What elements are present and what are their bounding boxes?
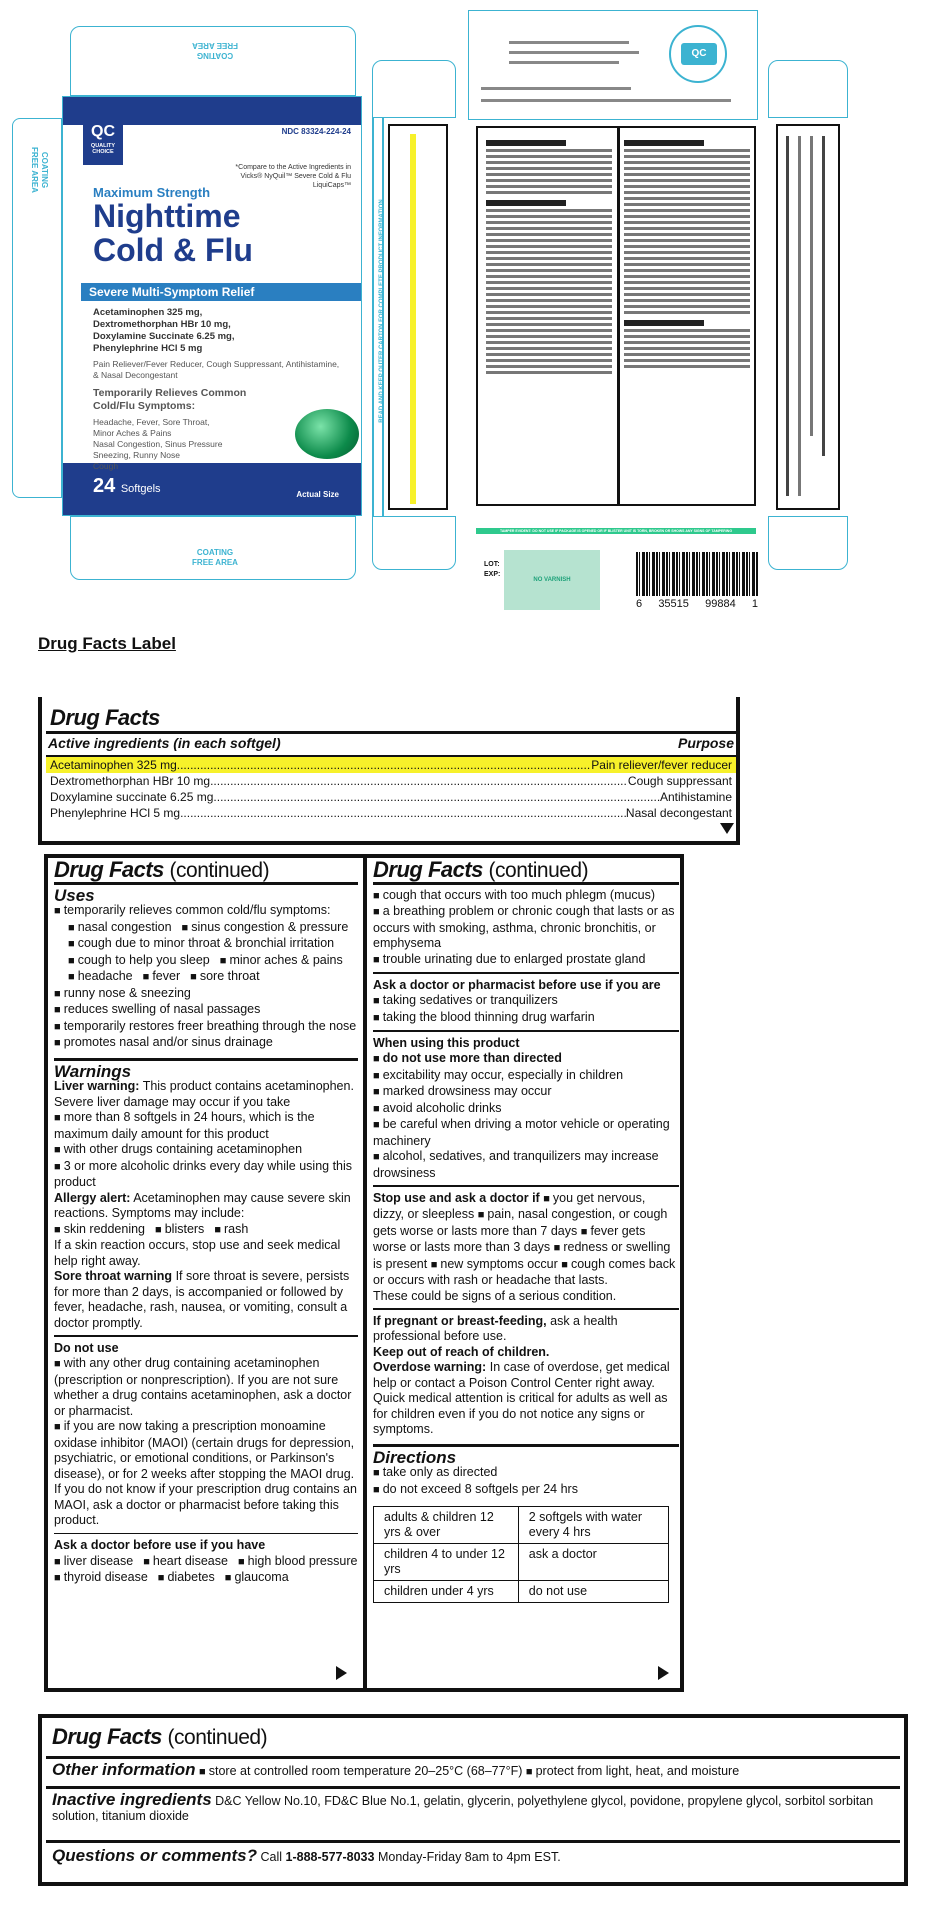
back-col-left xyxy=(482,134,616,496)
drug-facts-continued-panel xyxy=(44,854,684,1692)
side-panel xyxy=(372,118,452,516)
df-continued-heading-left: Drug Facts (continued) xyxy=(54,857,270,882)
continue-arrow-icon xyxy=(720,823,734,834)
coating-free-area-left: COATING FREE AREA xyxy=(30,147,49,193)
qc-logo: QC QUALITY CHOICE xyxy=(83,119,123,165)
table-row: adults & children 12 yrs & over 2 softgels with water every 4 hrs xyxy=(374,1507,669,1544)
side-bottom-flap xyxy=(372,516,456,570)
drug-facts-active-panel xyxy=(38,697,740,845)
tamper-evident-strip: TAMPER EVIDENT: DO NOT USE IF PACKAGE IS OPENED OR IF BLISTER UNIT IS TORN, BROKEN OR SHOWS ANY SIGNS OF TAMPERING xyxy=(476,528,756,534)
active-row: Doxylamine succinate 6.25 mg ..... Antihistamine xyxy=(46,789,736,805)
drug-facts-label-title: Drug Facts Label xyxy=(38,634,176,653)
right-top-flap xyxy=(768,60,848,118)
front-category: Pain Reliever/Fever Reducer, Cough Suppressant, Antihistamine, & Nasal Decongestant xyxy=(93,359,340,380)
drug-facts-heading: Drug Facts xyxy=(50,705,160,730)
active-row: Acetaminophen 325 mg ..... Pain reliever/fever reducer xyxy=(46,757,736,773)
active-ingredient-rows xyxy=(46,757,736,821)
ndc-number: NDC 83324-224-24 xyxy=(281,127,351,136)
right-side-drug-facts xyxy=(776,124,840,510)
barcode xyxy=(636,552,758,610)
side-mini-drug-facts xyxy=(388,124,448,510)
fine-print-line xyxy=(509,41,629,44)
guarantee-seal-icon: QC xyxy=(669,25,727,83)
barcode-number: 6 35515 99884 1 xyxy=(636,598,758,610)
side-highlight xyxy=(410,134,416,504)
right-side-panel xyxy=(768,118,848,516)
warnings-heading: Warnings xyxy=(54,1061,132,1081)
right-bottom-flap xyxy=(768,516,848,570)
inactive-ingredients: Inactive ingredients D&C Yellow No.10, FD&C Blue No.1, gelatin, glycerin, polyethylene glycol, povidone, propylene glycol, sorbitol sorbitan solution, titanium dioxide xyxy=(52,1790,874,1823)
fine-print-line xyxy=(481,99,731,102)
strength-label: Maximum Strength xyxy=(93,185,211,200)
uses-heading: Uses xyxy=(54,885,95,905)
table-row: children 4 to under 12 yrs ask a doctor xyxy=(374,1544,669,1581)
table-row: children under 4 yrs do not use xyxy=(374,1581,669,1603)
back-col-right xyxy=(620,134,754,496)
questions-comments: Questions or comments? Call 1-888-577-8033 Monday-Friday 8am to 4pm EST. xyxy=(52,1846,561,1865)
softgel-count: 24 Softgels xyxy=(93,475,161,497)
coating-free-area-bottom: COATING FREE AREA xyxy=(192,548,238,567)
front-panel xyxy=(62,96,362,516)
directions-heading: Directions xyxy=(373,1447,457,1467)
right-column: Drug Facts (continued) ■ cough that occurs with too much phlegm (mucus) ■ a breathing problem or chronic cough that lasts or as occurs with smoking, asthma, chronic bronchitis, or emphysema ■ trouble urinating due to enlarged prostate gland Ask a doctor or pharmacist before use if you are ■ taking sedatives or tranquilizers ■ taking the blood thinning drug warfarin When using this product ■ do not use more than directed ■ excitability may occur, especially in children ■ marked drowsiness may occur ■ avoid alcoholic drinks ■ be careful when driving a motor vehicle or operating machinery ■ alcohol, sedatives, and tranquilizers may increase drowsiness Stop use and ask a doctor if ■ you get nervous, dizzy, or sleepless ■ pain, nasal congestion, or cough gets worse or lasts more than 7 days ■ fever gets worse or lasts more than 3 days ■ redness or swelling is present ■ new symptoms occur ■ cough comes back or occurs with rash or headache that lasts. These could be signs of a serious condition. If pregnant or breast-feeding, ask a health professional before use. Keep out of reach of children. Overdose warning: In case of overdose, get medical help or contact a Poison Control Center right away. Quick medical attention is critical for adults as well as for children even if you do not notice any signs or symptoms. Directions ■ take only as directed ■ do not exceed 8 softgels per 24 hrs adults & children 12 yrs & over 2 softgels with water every 4 hrs children 4 to under 12 yrs ask a doctor children under 4 yrs do not use xyxy=(373,862,679,1603)
actual-size-label: Actual Size xyxy=(296,490,339,499)
barcode-bars xyxy=(636,552,758,596)
product-name: Nighttime Cold & Flu xyxy=(93,198,253,268)
drug-facts-other-panel xyxy=(38,1714,908,1886)
side-top-flap xyxy=(372,60,456,118)
lot-exp: LOT: EXP: xyxy=(484,561,501,578)
compare-note: *Compare to the Active Ingredients in Vicks® NyQuil™ Severe Cold & Flu LiquiCaps™ xyxy=(235,164,351,189)
side-vertical-text: READ AND KEEP OUTER CARTON FOR COMPLETE PRODUCT INFORMATION xyxy=(379,199,385,423)
back-top-panel xyxy=(468,10,758,120)
df-continued-heading-right: Drug Facts (continued) xyxy=(373,857,589,882)
df-continued-heading-bottom: Drug Facts (continued) xyxy=(52,1724,268,1749)
continue-arrow-icon xyxy=(658,1666,669,1680)
continue-arrow-icon xyxy=(336,1666,347,1680)
front-ingredients: Acetaminophen 325 mg, Dextromethorphan HBr 10 mg, Doxylamine Succinate 6.25 mg, Phenylephrine HCl 5 mg xyxy=(93,307,235,354)
fine-print-line xyxy=(509,51,639,54)
active-ingredients-header: Active ingredients (in each softgel) Purpose xyxy=(48,735,734,751)
front-temporarily: Temporarily Relieves Common Cold/Flu Symptoms: xyxy=(93,387,247,412)
top-flap xyxy=(70,26,356,96)
coating-free-area-top: COATING FREE AREA xyxy=(192,41,238,60)
front-symptoms: Headache, Fever, Sore Throat, Minor Aches & Pains Nasal Congestion, Sinus Pressure Sneezing, Runny Nose Cough xyxy=(93,417,223,471)
left-column: Drug Facts (continued) Uses ■ temporarily relieves common cold/flu symptoms: ■ nasal congestion■ sinus congestion & pressure ■ cough due to minor throat & bronchial irritation ■ cough to help you sleep■ minor aches & pains ■ headache■ fever■ sore throat ■ runny nose & sneezing ■ reduces swelling of nasal passages ■ temporarily restores freer breathing through the nose ■ promotes nasal and/or sinus drainage Warnings Liver warning: This product contains acetaminophen. Severe liver damage may occur if you take ■ more than 8 softgels in 24 hours, which is the maximum daily amount for this product ■ with other drugs containing acetaminophen ■ 3 or more alcoholic drinks every day while using this product Allergy alert: Acetaminophen may cause severe skin reactions. Symptoms may include: ■ skin reddening■ blisters■ rash If a skin reaction occurs, stop use and seek medical help right away. Sore throat warning If sore throat is severe, persists for more than 2 days, is accompanied or followed by fever, headache, rash, nausea, or vomiting, consult a doctor promptly. Do not use ■ with any other drug containing acetaminophen (prescription or nonprescription). If you are not sure whether a drug contains acetaminophen, ask a doctor or pharmacist. ■ if you are now taking a prescription monoamine oxidase inhibitor (MAOI) (certain drugs for depression, psychiatric, or emotional conditions, or Parkinson's disease), or for 2 weeks after stopping the MAOI drug. If you do not know if your prescription drug contains an MAOI, ask a doctor or pharmacist before taking this product. Ask a doctor before use if you have ■ liver disease■ heart disease■ high blood pressure ■ thyroid disease■ diabetes■ glaucoma xyxy=(54,862,358,1587)
back-drug-facts-mini xyxy=(476,126,756,506)
no-varnish-area: NO VARNISH xyxy=(504,550,600,610)
fine-print-line xyxy=(481,87,631,90)
package-dieline xyxy=(0,0,925,610)
directions-table xyxy=(373,1506,669,1603)
relief-banner: Severe Multi-Symptom Relief xyxy=(81,283,362,301)
softgel-image xyxy=(295,409,359,459)
fine-print-line xyxy=(509,61,619,64)
active-row: Dextromethorphan HBr 10 mg ..... Cough suppressant xyxy=(46,773,736,789)
active-row: Phenylephrine HCl 5 mg ..... Nasal decongestant xyxy=(46,805,736,821)
other-information: Other information ■ store at controlled room temperature 20–25°C (68–77°F) ■ protect from light, heat, and moisture xyxy=(52,1762,902,1780)
